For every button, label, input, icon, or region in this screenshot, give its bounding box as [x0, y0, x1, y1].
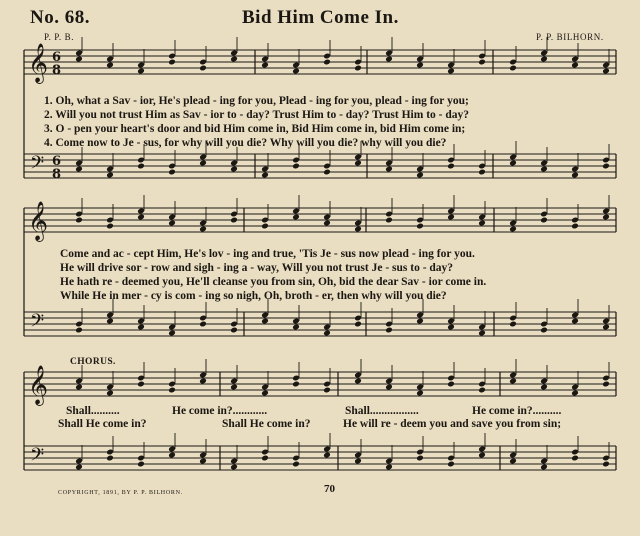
system-3-treble-note: [261, 390, 269, 397]
system-1-treble-note: [540, 56, 548, 63]
system-1-treble-note: [447, 68, 455, 75]
system-1-bass-note: [199, 160, 207, 167]
system-1-bass-note: [106, 172, 114, 179]
system-3-bass-note: [230, 464, 238, 471]
system-1-treble-note: [354, 65, 362, 72]
system-1-treble-time-signature-top: 6: [52, 50, 62, 65]
verse-3-line-a: 3. O - pen your heart's door and bid Him come in, Bid Him come in, bid Him come in;: [44, 123, 466, 135]
bass-clef: 𝄢: [30, 445, 45, 470]
system-2-treble-note: [137, 214, 145, 221]
system-3-treble-note: [416, 390, 424, 397]
system-2-bass-note: [447, 324, 455, 331]
system-2-bass-note: [416, 318, 424, 325]
system-1-treble-note: [509, 65, 517, 72]
system-1-bass-note: [354, 160, 362, 167]
system-2-treble-note: [230, 217, 238, 224]
system-2-bass-note: [509, 321, 517, 328]
system-2-bass-note: [292, 324, 300, 331]
system-1-bass-time-signature-top: 6: [52, 154, 62, 169]
bass-clef: 𝄢: [30, 311, 45, 336]
music-credit: P. P. BILHORN.: [536, 32, 604, 42]
system-1-treble-note: [199, 65, 207, 72]
system-3-bass-note: [385, 464, 393, 471]
system-3-bass-note: [416, 455, 424, 462]
treble-clef: 𝄞: [28, 365, 49, 405]
system-1-bass-note: [137, 163, 145, 170]
system-1-bass-note: [571, 172, 579, 179]
chorus-upper-4: He come in?..........: [472, 405, 562, 417]
system-2-treble-note: [106, 223, 114, 230]
system-2-bass-note: [354, 321, 362, 328]
system-1-treble-note: [323, 59, 331, 66]
system-1-bass-time-signature-bottom: 8: [52, 167, 62, 182]
system-3-treble-note: [354, 378, 362, 385]
system-2-treble-note: [447, 214, 455, 221]
bass-clef: 𝄢: [30, 153, 45, 178]
system-3-treble-note: [540, 384, 548, 391]
words-credit: P. P. B.: [44, 32, 75, 42]
system-1-bass-note: [540, 166, 548, 173]
system-2-bass-note: [478, 330, 486, 337]
system-3-bass-note: [199, 458, 207, 465]
system-2-treble-note: [199, 226, 207, 233]
system-2-bass-note: [602, 324, 610, 331]
system-2-treble-note: [168, 220, 176, 227]
chorus-upper-2: He come in?............: [172, 405, 268, 417]
system-2-treble-note: [385, 217, 393, 224]
system-2-bass-note: [261, 318, 269, 325]
system-3-bass-note: [323, 452, 331, 459]
system-3-bass-note: [292, 461, 300, 468]
treble-clef: 𝄞: [28, 43, 49, 83]
copyright-notice: COPYRIGHT, 1891, BY P. P. BILHORN.: [58, 490, 183, 496]
verse-2-line-a: 2. Will you not trust Him as Sav - ior to - day? Trust Him to - day? Trust Him to - day?: [44, 109, 469, 121]
hymn-title: Bid Him Come In.: [242, 7, 399, 28]
chorus-upper-1: Shall..........: [66, 405, 120, 417]
system-3-treble-note: [385, 384, 393, 391]
system-1-bass-note: [447, 163, 455, 170]
system-1-bass-note: [168, 169, 176, 176]
system-3-bass-note: [509, 458, 517, 465]
system-2-treble-note: [323, 220, 331, 227]
system-3-bass-note: [602, 461, 610, 468]
system-2-bass-note: [106, 318, 114, 325]
system-3-treble-note: [106, 390, 114, 397]
system-2-bass-note: [230, 327, 238, 334]
system-3-treble-note: [292, 381, 300, 388]
verse-1-line-b: Come and ac - cept Him, He's lov - ing and true, 'Tis Je - sus now plead - ing for you.: [60, 248, 475, 260]
system-3-bass-note: [261, 455, 269, 462]
system-3-treble-note: [75, 384, 83, 391]
system-1-treble-note: [571, 62, 579, 69]
verse-1-line-a: 1. Oh, what a Sav - ior, He's plead - ing for you, Plead - ing for you, plead - ing for you;: [44, 95, 469, 107]
system-1-treble-note: [385, 56, 393, 63]
system-1-treble-time-signature-bottom: 8: [52, 63, 62, 78]
system-1-bass-note: [385, 166, 393, 173]
chorus-lower-1: Shall He come in?: [58, 418, 147, 430]
chorus-lower-3: He will re - deem you and save you from sin;: [343, 418, 562, 430]
system-2-treble-note: [261, 223, 269, 230]
system-1-bass-note: [602, 163, 610, 170]
treble-clef: 𝄞: [28, 201, 49, 241]
system-3-treble-note: [509, 378, 517, 385]
hymn-number: No. 68.: [30, 7, 90, 28]
system-1-treble-note: [230, 56, 238, 63]
system-1-bass-note: [261, 172, 269, 179]
system-3-treble-note: [137, 381, 145, 388]
system-3-bass-note: [354, 458, 362, 465]
system-2-bass-note: [168, 330, 176, 337]
system-3-bass-note: [571, 455, 579, 462]
system-1-bass-note: [416, 172, 424, 179]
system-3-treble-note: [571, 390, 579, 397]
chorus-upper-3: Shall.................: [345, 405, 419, 417]
page-number: 70: [324, 483, 335, 495]
verse-2-line-b: He will drive sor - row and sigh - ing a - way, Will you not trust Je - sus to - day?: [60, 262, 454, 274]
system-1-bass-note: [75, 166, 83, 173]
system-2-bass-note: [75, 327, 83, 334]
system-2-treble-note: [75, 217, 83, 224]
system-3-bass-note: [75, 464, 83, 471]
system-2-treble-note: [478, 220, 486, 227]
system-3-bass-note: [540, 464, 548, 471]
system-2-treble-note: [354, 226, 362, 233]
system-1-bass-note: [230, 166, 238, 173]
system-1-treble-note: [478, 59, 486, 66]
system-2-treble-note: [416, 223, 424, 230]
system-1-bass-note: [292, 163, 300, 170]
system-1-bass-note: [323, 169, 331, 176]
system-3-bass-note: [106, 455, 114, 462]
system-2-treble-note: [540, 217, 548, 224]
system-2-bass-note: [571, 318, 579, 325]
verse-4-line-a: 4. Come now to Je - sus, for why will you die? Why will you die? why will you die?: [44, 137, 447, 149]
system-2-bass-note: [385, 327, 393, 334]
system-2-treble-note: [602, 214, 610, 221]
system-3-treble-note: [199, 378, 207, 385]
system-3-treble-note: [168, 387, 176, 394]
system-3-bass-note: [137, 461, 145, 468]
system-2-bass-note: [540, 327, 548, 334]
system-2-treble-note: [571, 223, 579, 230]
system-1-bass-note: [509, 160, 517, 167]
system-1-treble-note: [168, 59, 176, 66]
verse-4-line-b: While He in mer - cy is com - ing so nigh, Oh, broth - er, then why will you die?: [60, 290, 447, 302]
system-2-treble-note: [509, 226, 517, 233]
system-2-treble-note: [292, 214, 300, 221]
system-3-bass-note: [168, 452, 176, 459]
system-1-treble-note: [75, 56, 83, 63]
system-3-treble-note: [447, 381, 455, 388]
system-1-treble-note: [292, 68, 300, 75]
system-3-bass-note: [447, 461, 455, 468]
system-3-treble-note: [323, 387, 331, 394]
system-1-treble-note: [416, 62, 424, 69]
system-3-bass-note: [478, 452, 486, 459]
system-1-treble-note: [602, 68, 610, 75]
system-2-bass-note: [199, 321, 207, 328]
system-3-treble-note: [230, 384, 238, 391]
system-1-treble-note: [261, 62, 269, 69]
chorus-lower-2: Shall He come in?: [222, 418, 311, 430]
system-2-bass-note: [323, 330, 331, 337]
chorus-label: CHORUS.: [70, 357, 116, 367]
system-2-bass-note: [137, 324, 145, 331]
system-3-treble-note: [602, 381, 610, 388]
system-1-bass-note: [478, 169, 486, 176]
system-1-treble-note: [106, 62, 114, 69]
system-3-treble-note: [478, 387, 486, 394]
system-1-treble-note: [137, 68, 145, 75]
verse-3-line-b: He hath re - deemed you, He'll cleanse you from sin, Oh, bid the dear Sav - ior come in.: [60, 276, 487, 288]
